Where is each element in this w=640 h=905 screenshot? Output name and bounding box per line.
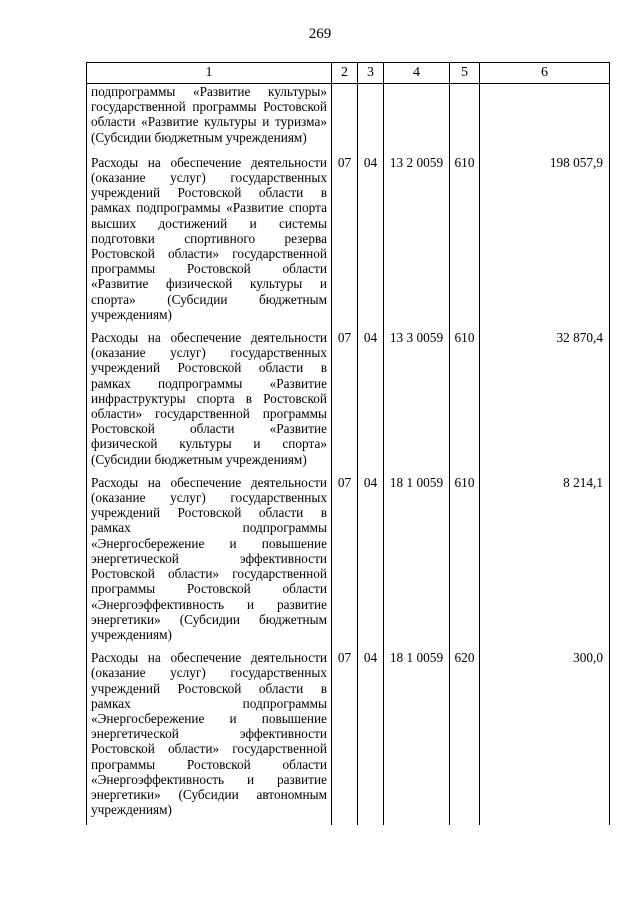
row-subsection: 04 [358, 330, 384, 475]
header-col-5: 5 [450, 63, 480, 84]
row-subsection [358, 84, 384, 155]
row-target-article: 13 2 0059 [384, 155, 450, 330]
row-description: Расходы на обеспечение деятельности (оказание услуг) государственных учреждений Ростовской области в рамках подпрограммы «Развитие спорта высших достижений и системы подготовки спортивного резерва Ростовской области» государственной программы Ростовской области «Развитие физической культуры и спорта» (Субсидии бюджетным учреждениям) [87, 155, 332, 330]
row-section [332, 84, 358, 155]
row-expense-type: 610 [450, 155, 480, 330]
row-subsection: 04 [358, 475, 384, 650]
row-section: 07 [332, 475, 358, 650]
row-target-article: 18 1 0059 [384, 650, 450, 825]
row-expense-type [450, 84, 480, 155]
row-description: подпрограммы «Развитие культуры» государственной программы Ростовской области «Развитие культуры и туризма» (Субсидии бюджетным учреждениям) [87, 84, 332, 155]
row-description: Расходы на обеспечение деятельности (оказание услуг) государственных учреждений Ростовской области в рамках подпрограммы «Энергосбережение и повышение энергетической эффективности Ростовской области» государственной программы Ростовской области «Энергоэффективность и развитие энергетики» (Субсидии бюджетным учреждениям) [87, 475, 332, 650]
header-col-1: 1 [87, 63, 332, 84]
row-target-article [384, 84, 450, 155]
row-subsection: 04 [358, 155, 384, 330]
row-amount: 32 870,4 [480, 330, 610, 475]
row-subsection: 04 [358, 650, 384, 825]
budget-table [86, 62, 610, 825]
page-number: 269 [308, 26, 332, 42]
header-col-4: 4 [384, 63, 450, 84]
row-description: Расходы на обеспечение деятельности (оказание услуг) государственных учреждений Ростовской области в рамках подпрограммы «Развитие инфраструктуры спорта в Ростовской области» государственной программы Ростовской области «Развитие физической культуры и спорта» (Субсидии бюджетным учреждениям) [87, 330, 332, 475]
table-row [87, 330, 610, 475]
row-section: 07 [332, 330, 358, 475]
row-section: 07 [332, 155, 358, 330]
row-target-article: 13 3 0059 [384, 330, 450, 475]
table-row [87, 650, 610, 825]
table-row [87, 155, 610, 330]
row-target-article: 18 1 0059 [384, 475, 450, 650]
row-description: Расходы на обеспечение деятельности (оказание услуг) государственных учреждений Ростовской области в рамках подпрограммы «Энергосбережение и повышение энергетической эффективности Ростовской области» государственной программы Ростовской области «Энергоэффективность и развитие энергетики» (Субсидии автономным учреждениям) [87, 650, 332, 825]
header-col-3: 3 [358, 63, 384, 84]
row-amount: 300,0 [480, 650, 610, 825]
row-amount: 8 214,1 [480, 475, 610, 650]
table-header-row [87, 63, 610, 84]
row-expense-type: 620 [450, 650, 480, 825]
row-expense-type: 610 [450, 330, 480, 475]
table-row [87, 84, 610, 155]
row-expense-type: 610 [450, 475, 480, 650]
row-section: 07 [332, 650, 358, 825]
header-col-2: 2 [332, 63, 358, 84]
header-col-6: 6 [480, 63, 610, 84]
table-row [87, 475, 610, 650]
row-amount [480, 84, 610, 155]
row-amount: 198 057,9 [480, 155, 610, 330]
